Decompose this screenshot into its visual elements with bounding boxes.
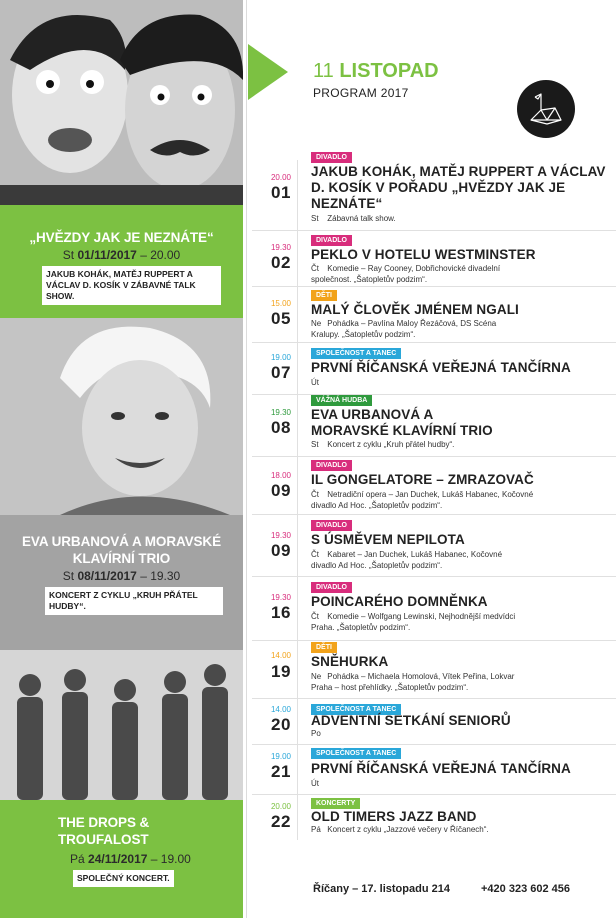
event-time: 18.00: [270, 471, 292, 480]
program-year: PROGRAM 2017: [313, 86, 409, 100]
event-weekday: Po: [311, 729, 321, 738]
event-time: 19.00: [270, 353, 292, 362]
event-time: 20.00: [270, 173, 292, 182]
footer-phone: +420 323 602 456: [481, 883, 571, 895]
event-title: EVA URBANOVÁ A MORAVSKÉ KLAVÍRNÍ TRIO: [311, 407, 493, 438]
event-desc-text: Koncert z cyklu „Jazzové večery v Říčanech“.: [327, 825, 489, 834]
category-badge: VÁŽNÁ HUDBA: [311, 395, 372, 406]
category-badge: DIVADLO: [311, 520, 352, 531]
event-divider: [252, 744, 616, 745]
event-divider: [252, 230, 616, 231]
event-desc-text: Komedie – Ray Cooney, Dobřichovické divadelní společnost. „Šatopletův podzim“.: [311, 264, 501, 284]
event-time: 14.00: [270, 705, 292, 714]
highlight-weekday: St: [62, 248, 75, 262]
singer-photo-illustration: [0, 318, 243, 515]
category-badge: DIVADLO: [311, 152, 352, 163]
event-desc: [311, 825, 611, 836]
event-weekday: Ne: [311, 672, 322, 681]
highlight-date-value: 08/11/2017: [77, 569, 137, 583]
event-time: 19.30: [270, 531, 292, 540]
category-badge: DIVADLO: [311, 460, 352, 471]
event-divider: [252, 698, 616, 699]
event-title: ADVENTNÍ SETKÁNÍ SENIORŮ: [311, 713, 511, 728]
highlight-weekday: St: [62, 569, 75, 583]
event-weekday: Út: [311, 779, 319, 788]
event-divider: [252, 342, 616, 343]
event-day: 01: [271, 183, 291, 202]
category-badge: DIVADLO: [311, 582, 352, 593]
highlight-title: EVA URBANOVÁ A MORAVSKÉ KLAVÍRNÍ TRIO: [22, 534, 221, 566]
event-day: 02: [271, 253, 291, 272]
event-weekday: Pá: [311, 825, 321, 834]
event-divider: [252, 794, 616, 795]
event-desc-text: Koncert z cyklu „Kruh přátel hudby“.: [327, 440, 455, 449]
event-title: S ÚSMĚVEM NEPILOTA: [311, 532, 465, 547]
event-day: 22: [271, 812, 291, 831]
event-item[interactable]: [252, 746, 616, 794]
photo-hvezdy: [0, 0, 243, 205]
event-desc-text: Pohádka – Pavlína Maloy Řezáčová, DS Scéna Kralupy. „Šatopletův podzim“.: [311, 319, 497, 339]
highlight-date: [70, 852, 243, 866]
event-item[interactable]: [252, 518, 616, 576]
event-item[interactable]: [252, 642, 616, 700]
event-weekday: Čt: [311, 490, 319, 499]
highlight-weekday: Pá: [70, 852, 85, 866]
event-desc-text: Netradiční opera – Jan Duchek, Lukáš Habanec, Kočovné divadlo Ad Hoc. „Šatopletův podzim“.: [311, 490, 534, 510]
event-day: 05: [271, 309, 291, 328]
event-day: 21: [271, 762, 291, 781]
event-desc: [311, 378, 611, 389]
event-time: 19.30: [270, 593, 292, 602]
highlight-title-text: THE DROPS & TROUFALOST: [58, 815, 150, 847]
event-item[interactable]: [252, 458, 616, 516]
highlight-note: KONCERT Z CYKLU „KRUH PŘÁTEL HUDBY“.: [45, 587, 223, 615]
event-title: PRVNÍ ŘÍČANSKÁ VEŘEJNÁ TANČÍRNA: [311, 761, 571, 776]
highlight-panel-hvezdy: [0, 205, 243, 318]
event-title: PRVNÍ ŘÍČANSKÁ VEŘEJNÁ TANČÍRNA: [311, 360, 571, 375]
event-title: PEKLO V HOTELU WESTMINSTER: [311, 247, 536, 262]
column-divider: [246, 0, 247, 918]
swan-origami-svg: [517, 80, 575, 138]
band-photo-illustration: [0, 650, 243, 800]
event-weekday: Čt: [311, 612, 319, 621]
event-title: IL GONGELATORE – ZMRAZOVAČ: [311, 472, 534, 487]
highlight-date: [0, 248, 243, 262]
event-item[interactable]: [252, 796, 616, 840]
category-badge: SPOLEČNOST A TANEC: [311, 748, 401, 759]
event-desc-text: Komedie – Wolfgang Lewinski, Nejhodnější medvídci Praha. „Šatopletův podzim“.: [311, 612, 516, 632]
event-weekday: Út: [311, 378, 319, 387]
event-weekday: Čt: [311, 550, 319, 559]
category-badge: DIVADLO: [311, 235, 352, 246]
event-item[interactable]: [252, 148, 616, 228]
event-title: OLD TIMERS JAZZ BAND: [311, 809, 477, 824]
event-time: 15.00: [270, 299, 292, 308]
event-desc: [311, 779, 611, 790]
event-divider: [252, 456, 616, 457]
highlight-panel-drops: [0, 800, 243, 918]
event-desc: [311, 729, 611, 740]
comedians-photo-illustration: [0, 0, 243, 205]
category-badge: DĚTI: [311, 642, 337, 653]
event-desc: [311, 319, 501, 340]
highlight-title: [58, 814, 243, 848]
event-item[interactable]: [252, 580, 616, 638]
category-badge: SPOLEČNOST A TANEC: [311, 704, 401, 715]
highlight-date-value: 01/11/2017: [77, 248, 137, 262]
event-title: JAKUB KOHÁK, MATĚJ RUPPERT A VÁCLAV D. KOSÍK V POŘADU „HVĚZDY JAK JE NEZNÁTE“: [311, 164, 606, 211]
highlight-time: – 19.00: [150, 852, 191, 866]
event-divider: [252, 286, 616, 287]
highlight-date: [0, 569, 243, 583]
event-time: 19.30: [270, 243, 292, 252]
event-desc: [311, 550, 516, 571]
highlight-date-value: 24/11/2017: [88, 852, 148, 866]
event-divider: [252, 640, 616, 641]
event-title: MALÝ ČLOVĚK JMÉNEM NGALI: [311, 302, 519, 317]
highlight-time: – 19.30: [140, 569, 181, 583]
event-weekday: St: [311, 214, 319, 223]
event-divider: [252, 514, 616, 515]
play-arrow-icon: [248, 44, 288, 100]
event-day: 16: [271, 603, 291, 622]
category-badge: SPOLEČNOST A TANEC: [311, 348, 401, 359]
event-item[interactable]: [252, 232, 616, 290]
event-desc: [311, 672, 526, 693]
highlight-panel-urbanova: [0, 515, 243, 650]
highlight-note: SPOLEČNÝ KONCERT.: [73, 870, 174, 887]
highlight-title: „HVĚZDY JAK JE NEZNÁTE“: [29, 230, 214, 245]
event-item[interactable]: [252, 346, 616, 388]
category-badge: KONCERTY: [311, 798, 360, 809]
highlight-note: JAKUB KOHÁK, MATĚJ RUPPERT A VÁCLAV D. KOSÍK V ZÁBAVNÉ TALK SHOW.: [42, 266, 221, 305]
event-time: 14.00: [270, 651, 292, 660]
event-day: 08: [271, 418, 291, 437]
event-day: 09: [271, 541, 291, 560]
highlight-time: – 20.00: [140, 248, 181, 262]
event-time: 19.00: [270, 752, 292, 761]
event-weekday: Ne: [311, 319, 322, 328]
event-desc-text: Pohádka – Michaela Homolová, Vítek Peřina, Lokvar Praha – host přehlídky. „Šatopletův podzim“.: [311, 672, 515, 692]
month-name: LISTOPAD: [339, 60, 439, 82]
event-title: POINCARÉHO DOMNĚNKA: [311, 594, 488, 609]
photo-urbanova: [0, 318, 243, 515]
event-title: SNĚHURKA: [311, 654, 389, 669]
month-day: 11: [313, 60, 334, 82]
event-desc-text: Zábavná talk show.: [327, 214, 396, 223]
event-time: 20.00: [270, 802, 292, 811]
event-weekday: Čt: [311, 264, 319, 273]
event-divider: [252, 576, 616, 577]
event-desc: [311, 214, 611, 225]
event-desc: [311, 490, 536, 511]
event-item[interactable]: [252, 394, 616, 452]
event-weekday: St: [311, 440, 319, 449]
swan-origami-icon: [517, 80, 575, 138]
event-desc: [311, 612, 526, 633]
footer-address: Říčany – 17. listopadu 214: [313, 883, 450, 895]
event-day: 20: [271, 715, 291, 734]
category-badge: DĚTI: [311, 290, 337, 301]
event-desc: [311, 440, 611, 451]
event-day: 19: [271, 662, 291, 681]
event-time: 19.30: [270, 408, 292, 417]
event-item[interactable]: [252, 702, 616, 744]
event-desc-text: Kabaret – Jan Duchek, Lukáš Habanec, Kočovné divadlo Ad Hoc. „Šatopletův podzim“.: [311, 550, 503, 570]
event-desc: [311, 264, 531, 285]
left-column: [0, 0, 243, 918]
month-heading: [313, 60, 439, 83]
event-day: 07: [271, 363, 291, 382]
event-day: 09: [271, 481, 291, 500]
event-item[interactable]: [252, 288, 616, 346]
photo-the-drops: [0, 650, 243, 800]
